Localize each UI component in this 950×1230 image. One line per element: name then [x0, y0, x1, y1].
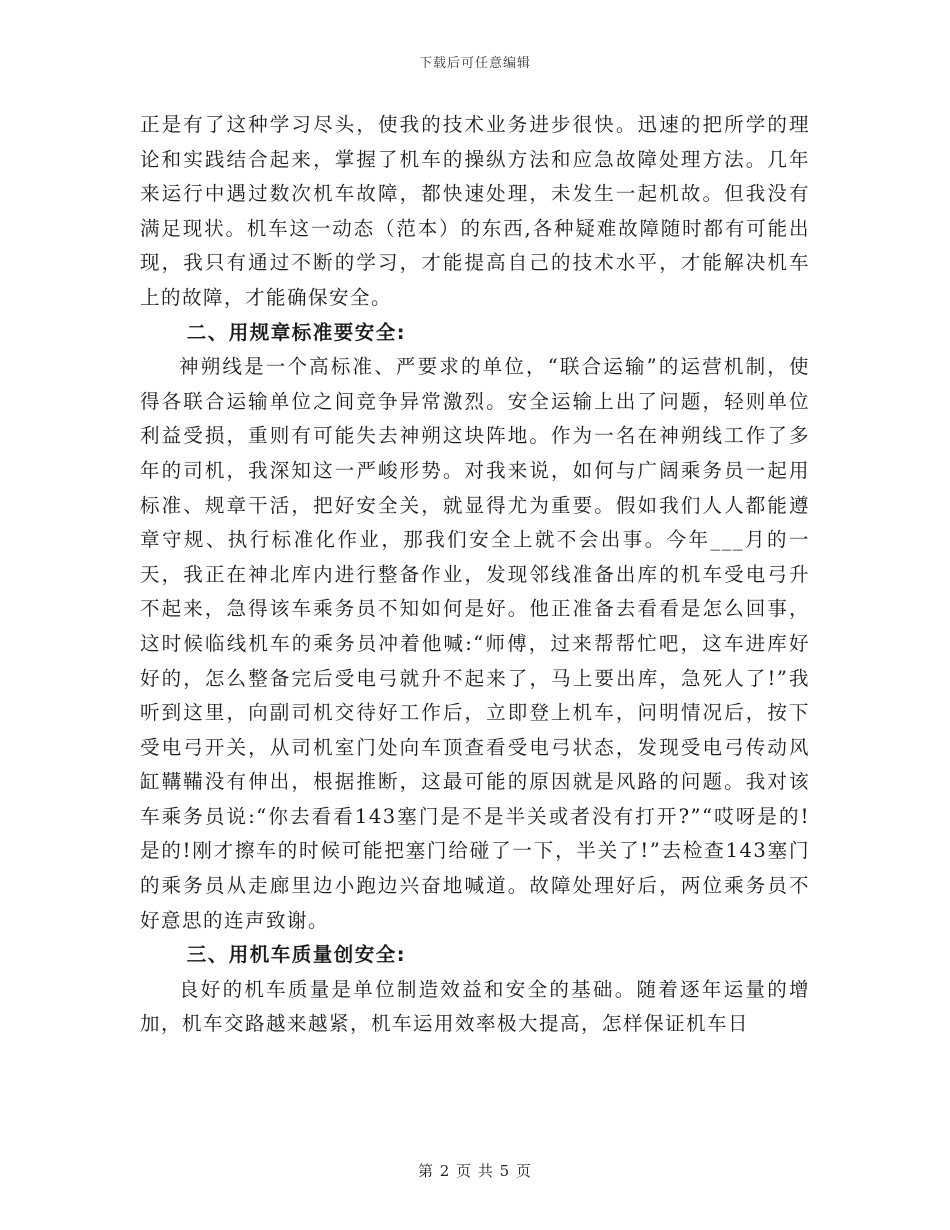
paragraph-3: 良好的机车质量是单位制造效益和安全的基础。随着逐年运量的增加，机车交路越来越紧，机车运用效率极大提高，怎样保证机车日 — [140, 977, 810, 1036]
section-heading-2: 二、用规章标准要安全: — [186, 320, 407, 344]
paragraph-1: 正是有了这种学习尽头，使我的技术业务进步很快。迅速的把所学的理论和实践结合起来，掌握了机车的操纵方法和应急故障处理方法。几年来运行中遇过数次机车故障，都快速处理，未发生一起机故。但我没有满足现状。机车这一动态（范本）的东西,各种疑难故障随时都有可能出现，我只有通过不断的学习，才能提高自己的技术水平，才能解决机车上的故障，才能确保安全。 — [140, 113, 810, 309]
document-body — [140, 108, 810, 1042]
section-heading-3: 三、用机车质量创安全: — [186, 943, 407, 967]
paragraph-2: 神朔线是一个高标准、严要求的单位，“联合运输”的运营机制，使得各联合运输单位之间竞争异常激烈。安全运输上出了问题，轻则单位利益受损，重则有可能失去神朔这块阵地。作为一名在神朔线工作了多年的司机，我深知这一严峻形势。对我来说，如何与广阔乘务员一起用标准、规章干活，把好安全关，就显得尤为重要。假如我们人人都能遵章守规、执行标准化作业，那我们安全上就不会出事。今年___月的一天，我正在神北库内进行整备作业，发现邻线准备出库的机车受电弓升不起来，急得该车乘务员不知如何是好。他正准备去看看是怎么回事，这时候临线机车的乘务员冲着他喊:“师傅，过来帮帮忙吧，这车进库好好的，怎么整备完后受电弓就升不起来了，马上要出库，急死人了!”我听到这里，向副司机交待好工作后，立即登上机车，问明情况后，按下受电弓开关，从司机室门处向车顶查看受电弓状态，发现受电弓传动风缸鞲鞴没有伸出，根据推断，这最可能的原因就是风路的问题。我对该车乘务员说:“你去看看143塞门是不是半关或者没有打开?”“哎呀是的!是的!刚才擦车的时候可能把塞门给碰了一下，半关了!”去检查143塞门的乘务员从走廊里边小跑边兴奋地喊道。故障处理好后，两位乘务员不好意思的连声致谢。 — [140, 355, 810, 932]
page-number: 第 2 页 共 5 页 — [418, 1162, 532, 1180]
page-header: 下载后可任意编辑 — [418, 56, 531, 71]
